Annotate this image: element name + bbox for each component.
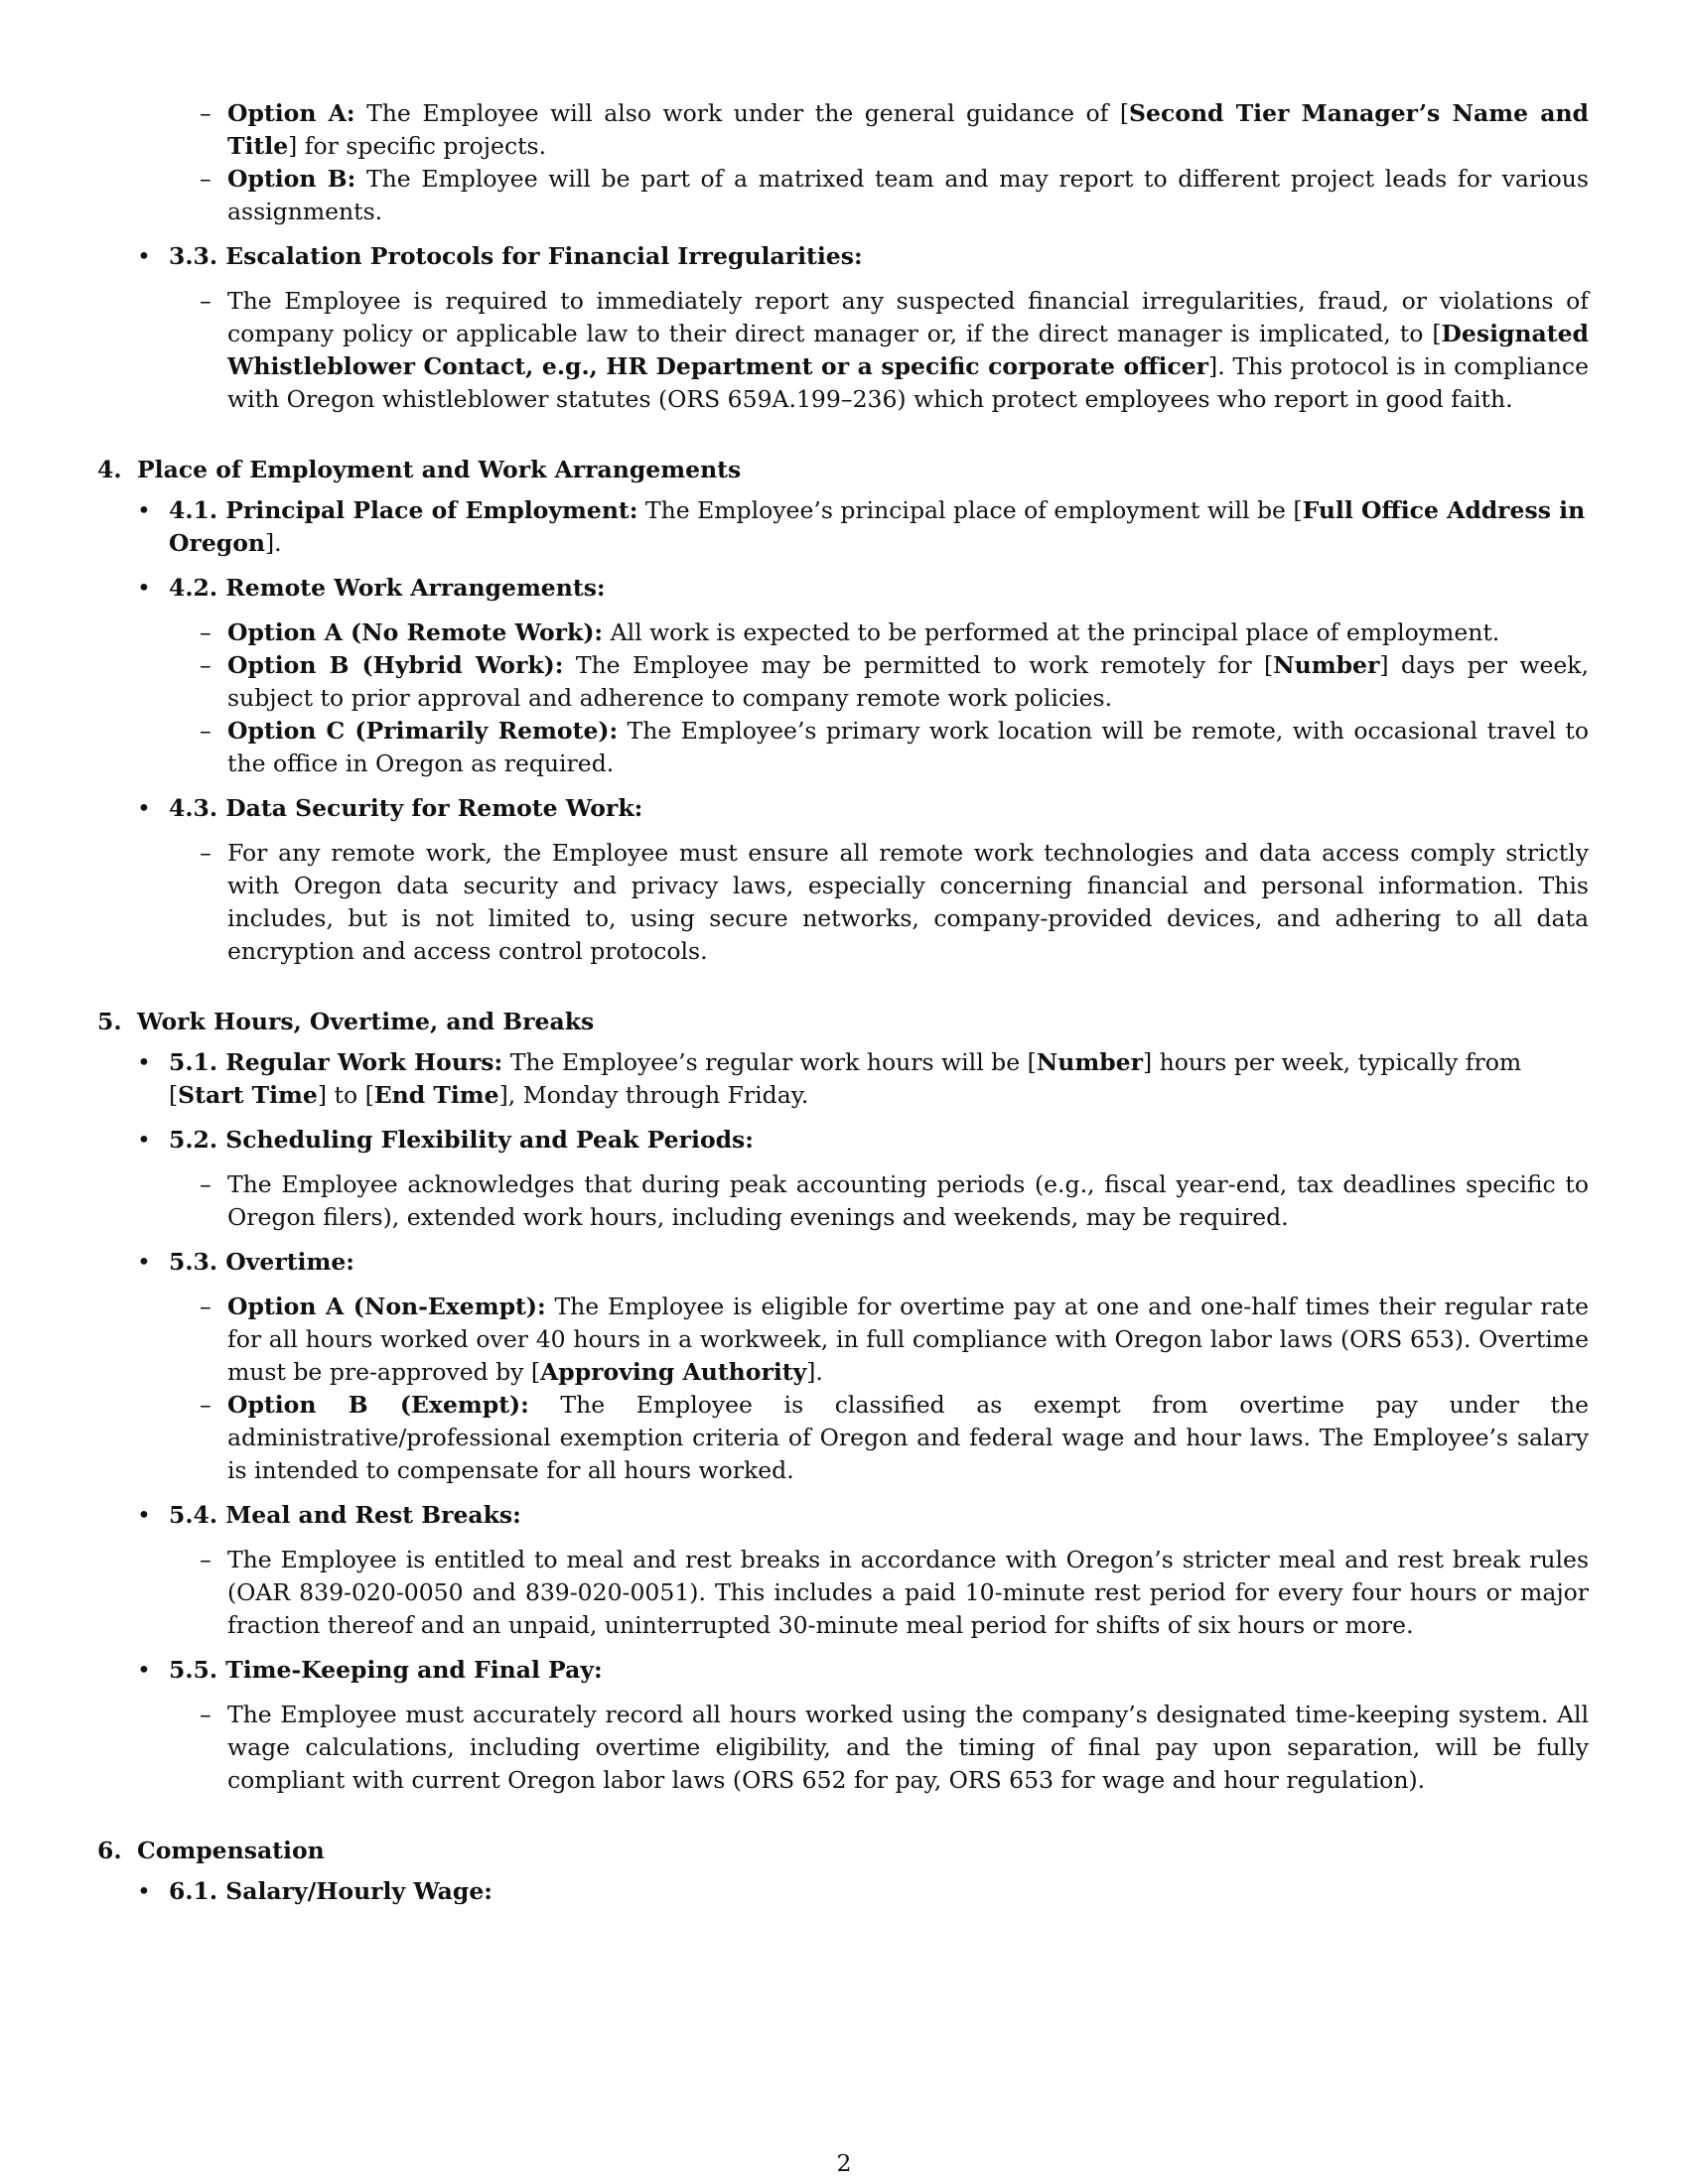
remote-option-a: – Option A (No Remote Work): All work is expected to be performed at the principal place of employment. [97,616,1589,649]
subsection-5-1: • 5.1. Regular Work Hours: The Employee’s regular work hours will be [Number] hours per week, typically from [Start Time] to [End Time], Monday through Friday. [137,1048,1522,1109]
dash-marker: – [200,165,211,193]
section-4-heading: 4. Place of Employment and Work Arrangements [97,456,742,483]
bullet-marker: • [137,242,151,270]
subsection-3-3 [97,240,1589,273]
escalation-item: – The Employee is required to immediately report any suspected financial irregularities, fraud, or violations of company policy or applicable law to their direct manager or, if the direct manager is implicated, to [Designated Whistleblower Contact, e.g., HR Department or a specific corporate officer]. This protocol is in compliance with Oregon whistleblower statutes (ORS 659A.199–236) which protect employees who report in good faith. [200,287,1589,413]
bullet-marker: • [137,496,151,524]
remote-option-b: – Option B (Hybrid Work): The Employee may be permitted to work remotely for [Number] days per week, subject to prior approval and adherence to company remote work policies. [200,651,1589,712]
bullet-marker: • [137,1877,151,1905]
reporting-options-list [97,97,1589,228]
dash-marker: – [200,1293,211,1320]
subsection-title: 3.3. Escalation Protocols for Financial Irregularities: [169,242,863,270]
dash-marker: – [200,1701,211,1728]
escalation-list [97,285,1589,416]
dash-marker: – [200,839,211,867]
remote-option-c: – Option C (Primarily Remote): The Employee’s primary work location will be remote, with occasional travel to the office in Oregon as required. [200,717,1589,777]
page-content [97,97,1589,1920]
overtime-option-b: – Option B (Exempt): The Employee is classified as exempt from overtime pay under the administrative/professional exemption criteria of Oregon and federal wage and hour laws. The Employee’s salary is intended to compensate for all hours worked. [200,1391,1590,1484]
subsection-5-5: • 5.5. Time-Keeping and Final Pay: [97,1654,1589,1687]
bullet-marker: • [137,1501,151,1529]
data-security-list [97,837,1589,968]
section-6-heading: 6. Compensation [97,1837,325,1864]
subsection-6-1: • 6.1. Salary/Hourly Wage: [97,1875,1589,1908]
bullet-marker: • [137,1048,151,1076]
timekeeping-list [97,1699,1589,1797]
subsection-4-1: • 4.1. Principal Place of Employment: The Employee’s principal place of employment will be [Full Office Address in Oregon]. [137,496,1586,557]
peak-periods-list [97,1168,1589,1234]
remote-work-options-list [97,616,1589,780]
bullet-marker: • [137,1656,151,1684]
bullet-marker: • [137,1126,151,1154]
subsection-5-4: • 5.4. Meal and Rest Breaks: [97,1499,1589,1532]
dash-marker: – [200,287,211,315]
overtime-option-a: – Option A (Non-Exempt): The Employee is eligible for overtime pay at one and one-half times their regular rate for all hours worked over 40 hours in a workweek, in full compliance with Oregon labor laws (ORS 653). Overtime must be pre-approved by [Approving Authority]. [200,1293,1589,1386]
breaks-list [97,1544,1589,1642]
dash-marker: – [200,717,211,745]
breaks-item: – The Employee is entitled to meal and rest breaks in accordance with Oregon’s stricter meal and rest break rules (OAR 839-020-0050 and 839-020-0051). This includes a paid 10-minute rest period for every four hours or major fraction thereof and an unpaid, uninterrupted 30-minute meal period for shifts of six hours or more. [200,1546,1589,1639]
dash-marker: – [200,1391,211,1419]
section-5-heading: 5. Work Hours, Overtime, and Breaks [97,1008,595,1035]
dash-marker: – [200,1170,211,1198]
dash-marker: – [200,1546,211,1573]
peak-periods-item: – The Employee acknowledges that during peak accounting periods (e.g., fiscal year-end, tax deadlines specific to Oregon filers), extended work hours, including evenings and weekends, may be required. [200,1170,1589,1231]
option-a-item: – Option A: The Employee will also work under the general guidance of [Second Tier Manager’s Name and Title] for specific projects. [200,99,1589,160]
bullet-marker: • [137,1248,151,1276]
data-security-item: – For any remote work, the Employee must ensure all remote work technologies and data access comply strictly with Oregon data security and privacy laws, especially concerning financial and personal information. This includes, but is not limited to, using secure networks, company-provided devices, and adhering to all data encryption and access control protocols. [200,839,1589,965]
subsection-4-2: • 4.2. Remote Work Arrangements: [97,572,1589,605]
bullet-marker: • [137,574,151,602]
timekeeping-item: – The Employee must accurately record all hours worked using the company’s designated time-keeping system. All wage calculations, including overtime eligibility, and the timing of final pay upon separation, will be fully compliant with current Oregon labor laws (ORS 652 for pay, ORS 653 for wage and hour regulation). [200,1701,1589,1794]
dash-marker: – [200,651,211,679]
page-number: 2 [836,2149,852,2177]
bullet-marker: • [137,794,151,822]
subsection-5-2: • 5.2. Scheduling Flexibility and Peak Periods: [97,1124,1589,1157]
dash-marker: – [200,99,211,127]
dash-marker: – [200,618,211,646]
overtime-options-list [97,1291,1589,1487]
subsection-4-3: • 4.3. Data Security for Remote Work: [97,792,1589,825]
option-b-item: – Option B: The Employee will be part of a matrixed team and may report to different project leads for various assignments. [200,165,1589,225]
subsection-5-3: • 5.3. Overtime: [97,1246,1589,1279]
